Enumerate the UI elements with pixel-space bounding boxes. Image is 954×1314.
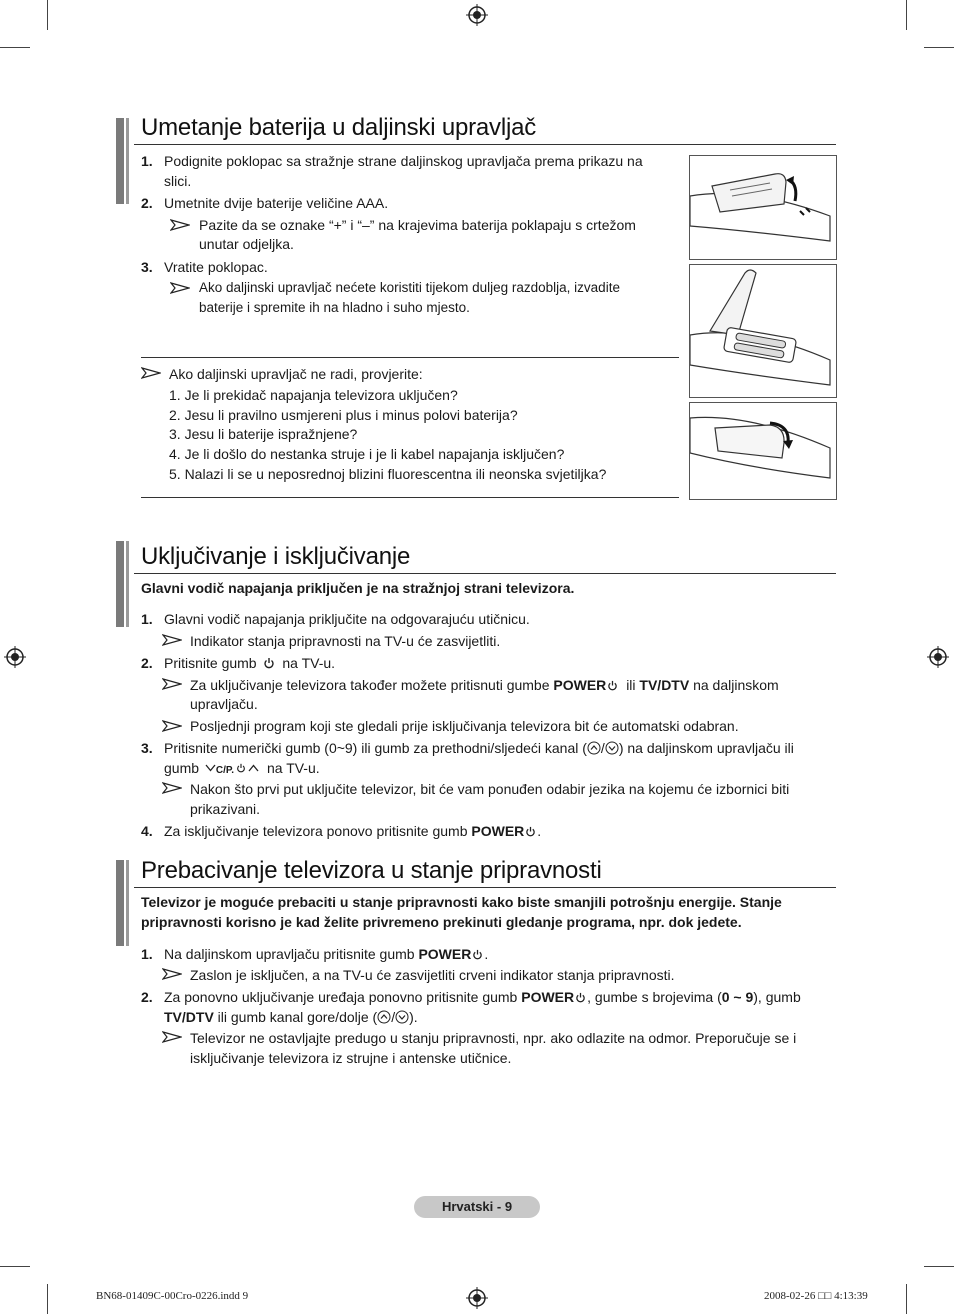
registration-mark-icon bbox=[4, 646, 26, 668]
channel-up-icon bbox=[587, 741, 601, 755]
registration-mark-icon bbox=[466, 1287, 488, 1309]
note-arrow-icon bbox=[162, 1031, 182, 1043]
note-text: Zaslon je isključen, a na TV-u će zasvijetliti crveni indikator stanja pripravnosti. bbox=[190, 967, 675, 983]
step-text-part: . bbox=[537, 823, 542, 839]
power-icon bbox=[263, 657, 275, 669]
step-number: 2. bbox=[141, 195, 153, 211]
step-number: 3. bbox=[141, 259, 153, 275]
note-arrow-icon bbox=[162, 782, 182, 794]
note-arrow-icon bbox=[162, 634, 182, 646]
note-text: isključivanje televizora iz strujne i antenske utičnice. bbox=[190, 1050, 512, 1066]
lead-text: pripravnosti korisno je kad želite privremeno prekinuti gledanje programa, npr. dok jedete. bbox=[141, 914, 742, 930]
power-icon bbox=[472, 949, 483, 960]
step-text-part: gumb bbox=[164, 760, 200, 776]
check-box-top-rule bbox=[141, 357, 679, 358]
tvdtv-button-label: TV/DTV bbox=[164, 1009, 214, 1025]
step-number: 1. bbox=[141, 611, 153, 627]
step-text: Vratite poklopac. bbox=[164, 259, 268, 275]
power-icon bbox=[607, 680, 618, 691]
step-text-part: na TV-u. bbox=[282, 655, 336, 671]
check-box-bottom-rule bbox=[141, 497, 679, 498]
note-text: Pazite da se oznake “+” i “–” na krajevima baterija poklapaju s crtežom bbox=[199, 217, 636, 233]
step-text: Glavni vodič napajanja priključite na odgovarajuću utičnicu. bbox=[164, 611, 530, 627]
check-item: 5. Nalazi li se u neposrednoj blizini fluorescentna ili neonska svjetiljka? bbox=[169, 466, 607, 482]
step-text: slici. bbox=[164, 173, 192, 189]
step-text-part: Za isključivanje televizora ponovo pritisnite gumb bbox=[164, 823, 468, 839]
section-bar bbox=[116, 118, 124, 204]
section-bar bbox=[126, 860, 129, 946]
channel-up-icon bbox=[248, 764, 259, 772]
step-text-part: Za ponovno uključivanje uređaja ponovno pritisnite gumb bbox=[164, 989, 518, 1005]
step-text-part: , gumbe s brojevima ( bbox=[587, 989, 722, 1005]
note-text: unutar odjeljka. bbox=[199, 236, 294, 252]
section-title-standby: Prebacivanje televizora u stanje pripravnosti bbox=[141, 857, 602, 884]
section-bar bbox=[116, 541, 124, 627]
note-text-part: na daljinskom bbox=[693, 677, 779, 693]
step-text-part: Na daljinskom upravljaču pritisnite gumb bbox=[164, 946, 415, 962]
cover-close-illustration bbox=[689, 402, 837, 500]
note-text: Ako daljinski upravljač nećete koristiti tijekom duljeg razdoblja, izvadite bbox=[199, 280, 620, 295]
section-bar bbox=[126, 541, 129, 627]
section-title-batteries: Umetanje baterija u daljinski upravljač bbox=[141, 114, 537, 141]
step-text bbox=[164, 821, 541, 841]
print-date: 2008-02-26 □□ 4:13:39 bbox=[764, 1290, 868, 1302]
step-text-part: ). bbox=[409, 1009, 418, 1025]
file-name: BN68-01409C-00Cro-0226.indd 9 bbox=[96, 1290, 249, 1302]
step-text bbox=[164, 758, 320, 781]
note-text: baterije i spremite ih na hladno i suho mjesto. bbox=[199, 300, 470, 315]
slash: / bbox=[600, 740, 605, 756]
note-text-part: Za uključivanje televizora također možete pritisnuti gumbe bbox=[190, 677, 550, 693]
lead-text: Glavni vodič napajanja priključen je na stražnjoj strani televizora. bbox=[141, 580, 575, 596]
crop-mark bbox=[47, 1284, 48, 1314]
crop-mark bbox=[924, 1266, 954, 1267]
section-bar bbox=[126, 118, 129, 204]
step-text-part: Pritisnite numerički gumb (0~9) ili gumb za prethodni/sljedeći kanal ( bbox=[164, 740, 587, 756]
battery-insert-illustration bbox=[689, 264, 837, 398]
crop-mark bbox=[0, 47, 30, 48]
crop-mark bbox=[906, 0, 907, 30]
section-title-power: Uključivanje i isključivanje bbox=[141, 543, 411, 570]
remote-cover-lift-illustration bbox=[689, 155, 837, 260]
crop-mark bbox=[924, 47, 954, 48]
step-text bbox=[164, 738, 794, 758]
step-number: 1. bbox=[141, 153, 153, 169]
note-arrow-icon bbox=[170, 219, 190, 231]
step-text-part: . bbox=[484, 946, 489, 962]
channel-down-icon bbox=[395, 1010, 409, 1024]
note-text: upravljaču. bbox=[190, 696, 258, 712]
step-text-part: ), gumb bbox=[753, 989, 801, 1005]
title-rule bbox=[134, 144, 836, 145]
step-text bbox=[164, 944, 488, 964]
channel-up-icon bbox=[377, 1010, 391, 1024]
crop-mark bbox=[0, 1266, 30, 1267]
channel-down-icon bbox=[605, 741, 619, 755]
step-text bbox=[164, 987, 801, 1007]
number-range-label: 0 ~ 9 bbox=[721, 989, 754, 1005]
registration-mark-icon bbox=[927, 646, 949, 668]
note-text-part: ili bbox=[626, 677, 636, 693]
check-intro: Ako daljinski upravljač ne radi, provjerite: bbox=[169, 366, 423, 382]
step-text-part: Pritisnite gumb bbox=[164, 655, 257, 671]
step-text: Umetnite dvije baterije veličine AAA. bbox=[164, 195, 389, 211]
title-rule bbox=[134, 887, 836, 888]
note-text bbox=[190, 675, 779, 695]
note-text: Nakon što prvi put uključite televizor, bit će vam ponuđen odabir jezika na kojemu će izbornici biti bbox=[190, 781, 790, 797]
step-text-part: na TV-u. bbox=[266, 760, 320, 776]
page-number-badge: Hrvatski - 9 bbox=[414, 1196, 540, 1218]
step-text-part: ili gumb kanal gore/dolje ( bbox=[217, 1009, 378, 1025]
note-text: Indikator stanja pripravnosti na TV-u će zasvijetliti. bbox=[190, 633, 501, 649]
lead-text: Televizor je moguće prebaciti u stanje pripravnosti kako biste smanjili potrošnju energije. Stanje bbox=[141, 894, 782, 910]
crop-mark bbox=[47, 0, 48, 30]
note-arrow-icon bbox=[170, 282, 190, 294]
note-arrow-icon bbox=[141, 367, 161, 379]
power-icon bbox=[236, 763, 246, 773]
check-item: 2. Jesu li pravilno usmjereni plus i minus polovi baterija? bbox=[169, 407, 518, 423]
crop-mark bbox=[906, 1284, 907, 1314]
channel-down-icon bbox=[205, 764, 216, 772]
step-number: 1. bbox=[141, 946, 153, 962]
step-number: 2. bbox=[141, 989, 153, 1005]
step-text: Podignite poklopac sa stražnje strane daljinskog upravljača prema prikazu na bbox=[164, 153, 643, 169]
note-arrow-icon bbox=[162, 720, 182, 732]
step-number: 3. bbox=[141, 740, 153, 756]
power-icon bbox=[575, 992, 586, 1003]
note-arrow-icon bbox=[162, 968, 182, 980]
step-text-part: ) na daljinskom upravljaču ili bbox=[618, 740, 794, 756]
note-text: prikazivani. bbox=[190, 801, 261, 817]
title-rule bbox=[134, 573, 836, 574]
note-text: Posljednji program koji ste gledali prije isključivanja televizora bit će automatski odabran. bbox=[190, 718, 739, 734]
note-text: Televizor ne ostavljajte predugo u stanju pripravnosti, npr. ako odlazite na odmor. Preporučuje se i bbox=[190, 1030, 797, 1046]
registration-mark-icon bbox=[466, 4, 488, 26]
power-button-label: POWER bbox=[521, 989, 575, 1005]
cp-button-label: C/P. bbox=[215, 765, 235, 776]
slash: / bbox=[391, 1009, 396, 1025]
step-number: 2. bbox=[141, 655, 153, 671]
power-button-label: POWER bbox=[471, 823, 525, 839]
power-button-label: POWER bbox=[418, 946, 472, 962]
check-item: 1. Je li prekidač napajanja televizora uključen? bbox=[169, 387, 458, 403]
check-item: 3. Jesu li baterije ispražnjene? bbox=[169, 426, 358, 442]
section-bar bbox=[116, 860, 124, 946]
note-arrow-icon bbox=[162, 678, 182, 690]
step-number: 4. bbox=[141, 823, 153, 839]
step-text bbox=[164, 653, 335, 673]
power-icon bbox=[525, 826, 536, 837]
step-text bbox=[164, 1007, 418, 1027]
power-button-label: POWER bbox=[553, 677, 607, 693]
tvdtv-button-label: TV/DTV bbox=[639, 677, 690, 693]
check-item: 4. Je li došlo do nestanka struje i je li kabel napajanja isključen? bbox=[169, 446, 565, 462]
